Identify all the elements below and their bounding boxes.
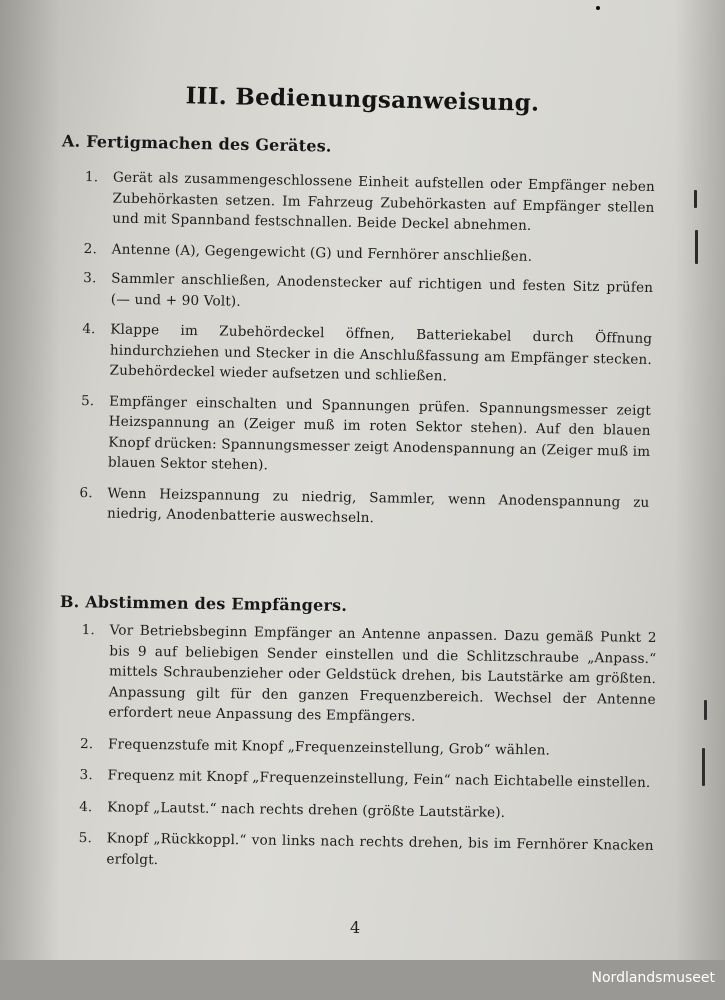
list-item: [80, 620, 656, 731]
list-item: [84, 167, 655, 238]
list-item: [79, 796, 654, 825]
item-number: 1.: [84, 169, 99, 186]
item-number: 3.: [83, 270, 97, 287]
margin-mark: [695, 230, 698, 264]
item-text: Vor Betriebsbeginn Empfänger an Antenne anpassen. Dazu gemäß Punkt 2 bis 9 auf beliebigen Sender einstellen und die Schlitzschraube „Anpass.“ mittels Schraubenzieher oder Geldstück drehen, bis Lautstärke am größten. Anpassung gilt für den ganzen Frequenzbereich. Wechsel der Antenne erfordert neue Anpassung des Empfängers.: [108, 622, 657, 725]
section-b-heading: B. Abstimmen des Empfängers.: [59, 591, 348, 616]
watermark-label: Nordlandsmuseet: [591, 970, 715, 986]
list-item: [84, 239, 654, 269]
item-text: Wenn Heizspannung zu niedrig, Sammler, wenn Anodenspannung zu niedrig, Anodenbatterie auswechseln.: [106, 484, 650, 527]
item-text: Gerät als zusammengeschlossene Einheit aufstellen oder Empfänger neben Zubehörkasten setzen. Im Fahrzeug Zubehörkasten auf Empfänger stellen und mit Spannband festschnallen. Beide Deckel abnehmen.: [112, 169, 656, 234]
page-title: III. Bedienungsanweisung.: [185, 82, 540, 117]
item-text: Empfänger einschalten und Spannungen prüfen. Spannungsmesser zeigt Heizspannung an (Zeiger muß im roten Sektor stehen). Auf den blauen Knopf drücken: Spannungsmesser zeigt Anodenspannung an (Zeiger muß im blauen Sektor stehen).: [107, 393, 652, 474]
item-text: Klappe im Zubehördeckel öffnen, Batteriekabel durch Öffnung hindurchziehen und Stecker in die Anschlußfassung am Empfänger stecken. Zubehördeckel wieder aufsetzen und schließen.: [109, 321, 653, 385]
list-item: [80, 733, 655, 762]
list-item: [80, 391, 651, 483]
margin-mark: [704, 700, 707, 720]
item-number: 4.: [82, 321, 96, 338]
page-number: 4: [350, 918, 361, 937]
item-text: Knopf „Rückkoppl.“ von links nach rechts drehen, bis im Fernhörer Knacken erfolgt.: [106, 830, 654, 868]
item-text: Knopf „Lautst.“ nach rechts drehen (größte Lautstärke).: [107, 798, 506, 821]
list-item: [83, 268, 654, 319]
list-item: [79, 483, 650, 534]
margin-mark: [694, 190, 697, 208]
item-number: 5.: [78, 829, 93, 847]
item-number: 2.: [79, 735, 94, 752]
item-number: 5.: [80, 392, 95, 409]
list-item: [78, 828, 654, 877]
ink-dot: [596, 6, 600, 10]
item-number: 6.: [79, 484, 93, 501]
section-b-list: [78, 620, 656, 877]
item-number: 3.: [79, 766, 93, 784]
item-text: Frequenzstufe mit Knopf „Frequenzeinstellung, Grob“ wählen.: [107, 735, 551, 759]
item-number: 4.: [79, 798, 93, 815]
list-item: [81, 319, 652, 390]
item-text: Sammler anschließen, Anodenstecker auf richtigen und festen Sitz prüfen (— und + 90 Volt).: [110, 270, 654, 310]
item-text: Antenne (A), Gegengewicht (G) und Fernhörer anschließen.: [111, 241, 533, 265]
list-item: [79, 765, 654, 794]
item-number: 1.: [81, 621, 96, 639]
item-number: 2.: [83, 240, 98, 257]
item-text: Frequenz mit Knopf „Frequenzeinstellung, Fein“ nach Eichtabelle einstellen.: [107, 767, 651, 791]
section-a-heading: A. Fertigmachen des Gerätes.: [61, 131, 332, 156]
section-a-list: [79, 167, 655, 533]
margin-mark: [702, 748, 705, 786]
